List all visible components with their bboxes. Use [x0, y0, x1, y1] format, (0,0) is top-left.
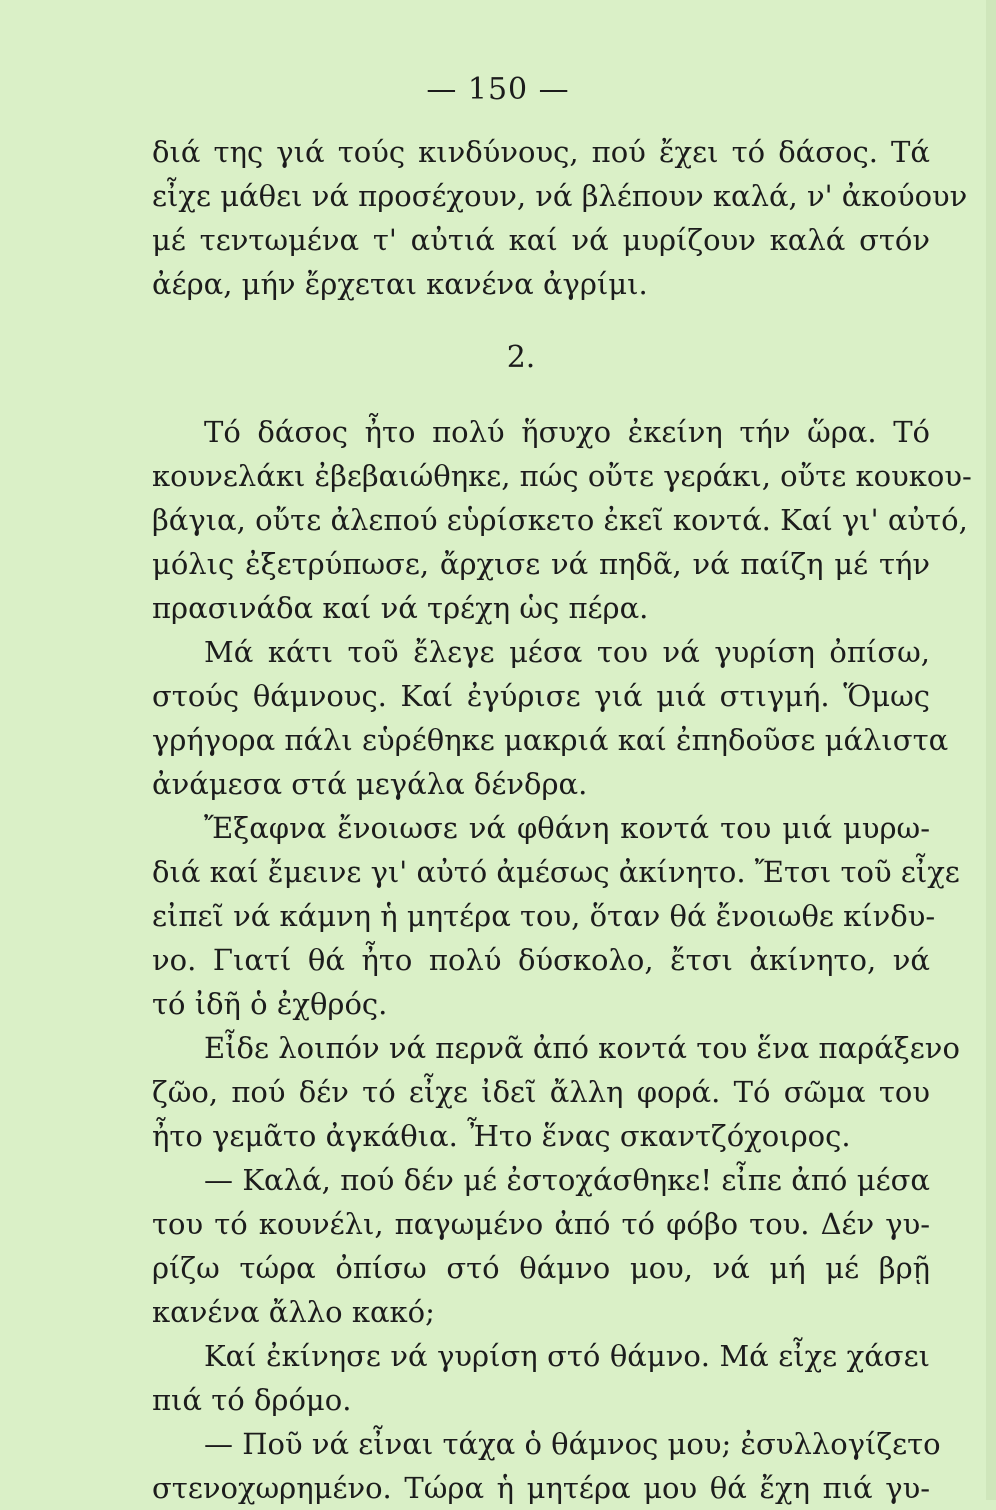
section-number: 2. [506, 340, 536, 375]
text-line: ζῶο, πού δέν τό εἶχε ἰδεῖ ἄλλη φορά. Τό σῶμα του [152, 1075, 930, 1109]
text-line: μέ τεντωμένα τ' αὐτιά καί νά μυρίζουν καλά στόν [152, 223, 930, 257]
text-line: στούς θάμνους. Καί ἐγύρισε γιά μιά στιγμή. Ὅμως [152, 679, 930, 713]
text-line: κανένα ἄλλο κακό; [152, 1295, 435, 1329]
text-line: τό ἰδῆ ὁ ἐχθρός. [152, 987, 388, 1021]
text-line: του τό κουνέλι, παγωμένο ἀπό τό φόβο του. Δέν γυ- [152, 1207, 930, 1241]
text-line: Τό δάσος ἦτο πολύ ἥσυχο ἐκείνη τήν ὥρα. Τό [204, 415, 930, 449]
text-line: στενοχωρημένο. Τώρα ἡ μητέρα μου θά ἔχη πιά γυ- [152, 1471, 930, 1505]
text-line: ἀέρα, μήν ἔρχεται κανένα ἀγρίμι. [152, 267, 648, 301]
text-line: Εἶδε λοιπόν νά περνᾶ ἀπό κοντά του ἕνα παράξενο [204, 1031, 960, 1065]
text-line: ρίζω τώρα ὀπίσω στό θάμνο μου, νά μή μέ βρῇ [152, 1251, 930, 1285]
text-line: εἰπεῖ νά κάμνη ἡ μητέρα του, ὅταν θά ἔνοιωθε κίνδυ- [152, 899, 936, 933]
text-line: κουνελάκι ἐβεβαιώθηκε, πώς οὔτε γεράκι, οὔτε κουκου- [152, 459, 972, 493]
page-edge [986, 0, 996, 1500]
text-line: βάγια, οὔτε ἀλεπού εὑρίσκετο ἐκεῖ κοντά. Καί γι' αὐτό, [152, 503, 968, 537]
text-line: εἶχε μάθει νά προσέχουν, νά βλέπουν καλά, ν' ἀκούουν [152, 179, 968, 213]
text-line: — Ποῦ νά εἶναι τάχα ὁ θάμνος μου; ἐσυλλογίζετο [204, 1427, 941, 1461]
text-line: Μά κάτι τοῦ ἔλεγε μέσα του νά γυρίση ὀπίσω, [204, 635, 930, 669]
text-line: πιά τό δρόμο. [152, 1383, 352, 1417]
text-line: Ἔξαφνα ἔνοιωσε νά φθάνη κοντά του μιά μυρω- [204, 811, 930, 845]
page-number: — 150 — [426, 72, 570, 107]
text-line: πρασινάδα καί νά τρέχη ὡς πέρα. [152, 591, 649, 625]
text-line: μόλις ἐξετρύπωσε, ἄρχισε νά πηδᾶ, νά παίζη μέ τήν [152, 547, 930, 581]
text-line: Καί ἐκίνησε νά γυρίση στό θάμνο. Μά εἶχε χάσει [204, 1339, 930, 1373]
text-line: νο. Γιατί θά ἦτο πολύ δύσκολο, ἔτσι ἀκίνητο, νά [152, 943, 930, 977]
text-line: — Καλά, πού δέν μέ ἐστοχάσθηκε! εἶπε ἀπό μέσα [204, 1163, 930, 1197]
text-line: γρήγορα πάλι εὑρέθηκε μακριά καί ἐπηδοῦσε μάλιστα [152, 723, 949, 757]
text-line: διά καί ἔμεινε γι' αὐτό ἀμέσως ἀκίνητο. Ἔτσι τοῦ εἶχε [152, 855, 960, 889]
page-text [152, 130, 972, 1510]
text-line: διά της γιά τούς κινδύνους, πού ἔχει τό δάσος. Τά [152, 135, 930, 169]
text-line: ἦτο γεμᾶτο ἀγκάθια. Ἦτο ἕνας σκαντζόχοιρος. [152, 1119, 851, 1153]
text-line: ἀνάμεσα στά μεγάλα δένδρα. [152, 767, 588, 801]
